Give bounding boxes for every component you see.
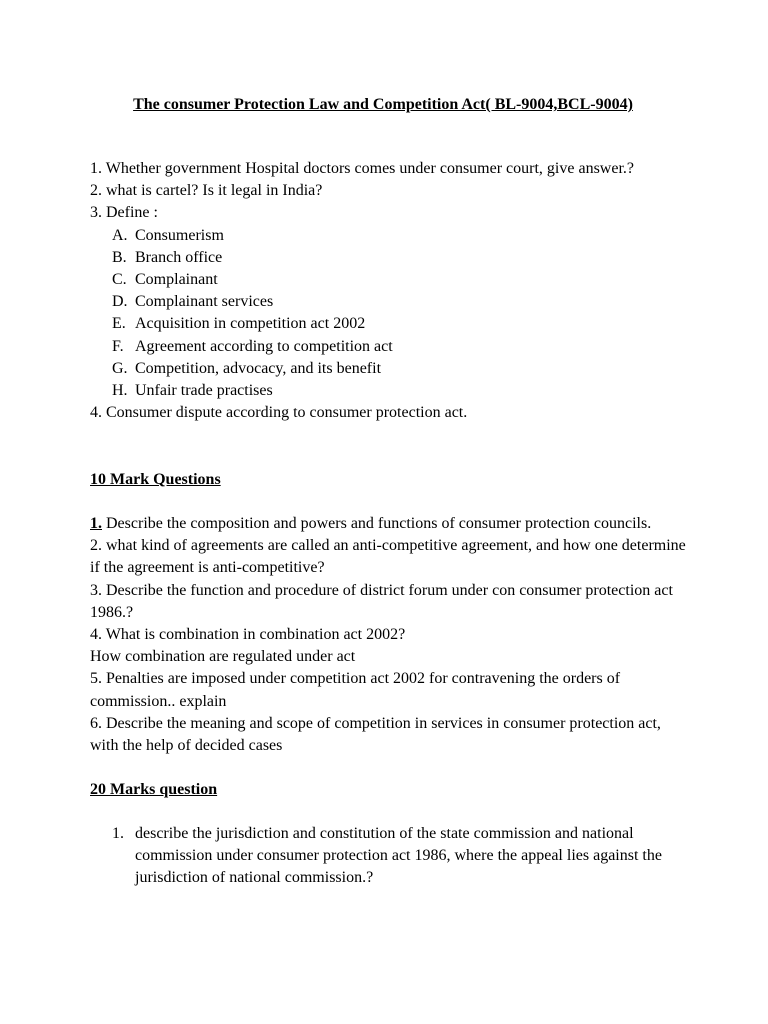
define-item-letter: H. [112,382,128,400]
define-item-text: Agreement according to competition act [135,337,393,355]
ten-mark-question-4: 4. What is combination in combination act 2002? [90,626,406,644]
define-item-letter: D. [112,293,128,311]
ten-mark-question-2: 2. what kind of agreements are called an anti-competitive agreement, and how one determine if the agreement is anti-competitive? [90,537,686,577]
define-item-letter: E. [112,315,126,333]
define-item-e [90,313,686,335]
define-item-d [90,291,686,313]
define-item-text: Competition, advocacy, and its benefit [135,359,382,377]
define-item-letter: C. [112,271,127,289]
define-item-g [90,358,686,380]
ten-mark-question-4-continued: How combination are regulated under act [90,648,356,666]
define-item-letter: F. [112,337,124,355]
question-number: 1. [112,825,124,842]
ten-mark-question-5: 5. Penalties are imposed under competition act 2002 for contravening the orders of commission.. explain [90,670,621,710]
define-item-text: Consumerism [135,226,224,244]
twenty-mark-heading: 20 Marks question [90,781,218,798]
define-item-letter: G. [112,359,128,377]
question-1: 1. Whether government Hospital doctors comes under consumer court, give answer.? [90,160,634,177]
define-item-letter: B. [112,248,127,266]
question-text: describe the jurisdiction and constitution of the state commission and national commission under consumer protection act 1986, where the appeal lies against the jurisdiction of national commission.? [135,825,662,887]
ten-mark-question-3: 3. Describe the function and procedure of district forum under con consumer protection act 1986.? [90,581,673,621]
define-item-text: Acquisition in competition act 2002 [135,315,366,333]
short-questions-section [90,158,686,424]
define-item-f [90,336,686,358]
ten-mark-question-6: 6. Describe the meaning and scope of competition in services in consumer protection act, with the help of decided cases [90,714,661,755]
define-item-a [90,225,686,247]
define-item-text: Complainant services [135,293,274,311]
define-item-c [90,269,686,291]
document-title: The consumer Protection Law and Competition Act( BL-9004,BCL-9004) [133,96,633,113]
question-3: 3. Define : [90,204,158,222]
define-item-b [90,247,686,269]
ten-mark-heading: 10 Mark Questions [90,471,221,488]
question-number: 1. [90,515,102,532]
ten-mark-question-1 [90,513,686,535]
question-2: 2. what is cartel? Is it legal in India? [90,182,323,200]
define-item-letter: A. [112,226,128,244]
define-item-h [90,380,686,402]
question-4: 4. Consumer dispute according to consumer protection act. [90,404,468,422]
define-item-text: Unfair trade practises [135,382,273,400]
ten-mark-section [90,513,686,757]
define-item-text: Branch office [135,248,223,266]
question-text: Describe the composition and powers and functions of consumer protection councils. [102,515,652,532]
define-item-text: Complainant [135,271,218,289]
twenty-mark-question-1 [90,823,686,890]
